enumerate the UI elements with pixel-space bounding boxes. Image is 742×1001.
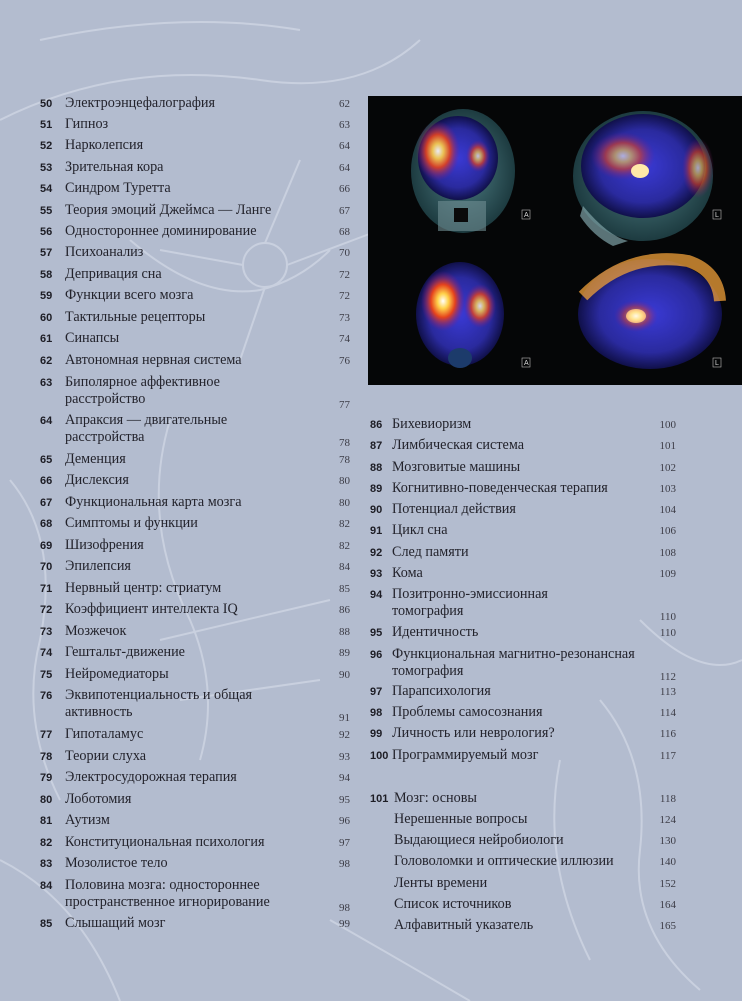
toc-page: 94 [339,772,350,784]
toc-page: 86 [339,604,350,616]
toc-page: 108 [659,547,676,559]
toc-number: 97 [370,686,383,698]
toc-number: 71 [40,583,53,595]
toc-title: Кома [392,565,423,581]
toc-page: 117 [659,750,676,762]
toc-number: 58 [40,269,53,281]
toc-page: 118 [659,793,676,805]
toc-page: 99 [339,918,350,930]
toc-page: 72 [339,269,350,281]
toc-entry[interactable] [40,222,350,242]
toc-title: Психоанализ [65,244,144,260]
toc-entry[interactable] [40,329,350,349]
toc-page: 67 [339,205,350,217]
toc-page: 62 [339,98,350,110]
toc-entry[interactable] [40,179,350,199]
toc-title: Синапсы [65,330,120,346]
toc-number: 75 [40,669,53,681]
toc-entry[interactable] [370,479,676,499]
toc-entry[interactable] [40,579,350,599]
toc-page: 80 [339,475,350,487]
toc-entry[interactable] [40,411,350,449]
toc-page: 89 [339,647,350,659]
scan-panel-coronal-top [411,109,515,233]
toc-page: 106 [659,525,676,537]
toc-entry[interactable] [370,703,676,723]
toc-page: 88 [339,626,350,638]
toc-number: 79 [40,772,53,784]
toc-number: 69 [40,540,53,552]
toc-entry[interactable] [40,876,350,914]
toc-title: Нарколепсия [65,137,144,153]
toc-number: 53 [40,162,53,174]
toc-page: 101 [659,440,676,452]
toc-page: 100 [659,419,676,431]
toc-entry[interactable] [370,415,676,435]
toc-entry[interactable] [40,243,350,263]
toc-entry[interactable] [40,622,350,642]
toc-entry[interactable] [40,450,350,470]
scan-panel-sagittal-top [573,111,714,246]
toc-number: 61 [40,333,53,345]
toc-number: 50 [40,98,53,110]
toc-page: 165 [659,920,676,932]
toc-page: 63 [339,119,350,131]
toc-entry[interactable] [370,543,676,563]
toc-entry[interactable] [40,308,350,328]
toc-entry[interactable] [40,158,350,178]
orientation-tag: A [524,360,529,367]
toc-number: 76 [40,690,53,702]
toc-number: 66 [40,475,53,487]
toc-page: 64 [339,140,350,152]
toc-entry[interactable] [370,436,676,456]
toc-number: 63 [40,377,53,389]
toc-page: 90 [339,669,350,681]
toc-title: Потенциал действия [392,501,516,517]
toc-page: 70 [339,247,350,259]
toc-title: Лоботомия [65,791,132,807]
toc-number: 93 [370,568,383,580]
toc-page: 110 [659,611,676,623]
toc-entry[interactable] [370,585,676,623]
toc-entry[interactable] [40,286,350,306]
toc-page: 140 [659,856,676,868]
toc-title: Аутизм [65,812,110,828]
toc-entry[interactable] [40,768,350,788]
toc-title: Одностороннее доминирование [65,223,257,239]
toc-page: 72 [339,290,350,302]
toc-page: 66 [339,183,350,195]
toc-entry[interactable] [370,682,676,702]
toc-entry[interactable] [40,643,350,663]
toc-page: 109 [659,568,676,580]
toc-page: 98 [339,858,350,870]
toc-page: 82 [339,518,350,530]
toc-number: 74 [40,647,53,659]
toc-page: 92 [339,729,350,741]
toc-page: 76 [339,355,350,367]
orientation-tag: A [524,212,529,219]
toc-number: 65 [40,454,53,466]
toc-page: 104 [659,504,676,516]
toc-page: 98 [339,902,350,914]
toc-entry[interactable] [40,557,350,577]
toc-title-line-2: пространственное игнорирование [65,894,270,910]
toc-title: Симптомы и функции [65,515,198,531]
toc-page: 112 [659,671,676,683]
toc-title: Теории слуха [65,748,147,764]
toc-page: 96 [339,815,350,827]
toc-page: 110 [659,627,676,639]
toc-page: 84 [339,561,350,573]
toc-title-line-2: томография [392,603,464,619]
toc-title: Эпилепсия [65,558,131,574]
toc-title: Биполярное аффективное [65,374,220,390]
toc-entry[interactable] [370,852,676,872]
toc-number: 99 [370,728,383,740]
toc-entry[interactable] [40,600,350,620]
toc-page: 130 [659,835,676,847]
toc-entry[interactable] [40,665,350,685]
toc-entry[interactable] [40,514,350,534]
toc-title: Мозговитые машины [392,459,521,475]
toc-number: 72 [40,604,53,616]
toc-title: Электросудорожная терапия [65,769,237,785]
toc-page: 78 [339,454,350,466]
toc-number: 95 [370,627,383,639]
toc-title: Функциональная магнитно-резонансная [392,646,635,662]
toc-title: Выдающиеся нейробиологи [394,832,564,848]
toc-title: Деменция [65,451,126,467]
toc-entry[interactable] [370,895,676,915]
toc-title: Депривация сна [65,266,162,282]
toc-title: Синдром Туретта [65,180,171,196]
toc-entry[interactable] [40,854,350,874]
toc-page: 95 [339,794,350,806]
toc-number: 67 [40,497,53,509]
toc-number: 88 [370,462,383,474]
scan-panel-sagittal-bottom [578,259,722,369]
toc-number: 87 [370,440,383,452]
toc-page: 97 [339,837,350,849]
toc-entry[interactable] [370,564,676,584]
toc-number: 77 [40,729,53,741]
toc-entry[interactable] [370,916,676,936]
toc-title: Функциональная карта мозга [65,494,242,510]
toc-title: Личность или неврология? [392,725,555,741]
toc-number: 56 [40,226,53,238]
toc-title: Список источников [394,896,512,912]
toc-number: 89 [370,483,383,495]
toc-number: 59 [40,290,53,302]
toc-entry[interactable] [370,724,676,744]
toc-page: 116 [659,728,676,740]
toc-entry[interactable] [40,94,350,114]
toc-entry[interactable] [370,874,676,894]
toc-entry[interactable] [40,493,350,513]
toc-entry[interactable] [40,115,350,135]
toc-number: 73 [40,626,53,638]
toc-title: Коэффициент интеллекта IQ [65,601,238,617]
toc-entry[interactable] [40,201,350,221]
toc-entry[interactable] [40,686,350,724]
toc-title: Тактильные рецепторы [65,309,206,325]
toc-title: Цикл сна [392,522,448,538]
toc-page: 68 [339,226,350,238]
toc-number: 78 [40,751,53,763]
toc-title: Когнитивно-поведенческая терапия [392,480,608,496]
toc-page: 164 [659,899,676,911]
toc-entry[interactable] [40,811,350,831]
toc-title: Половина мозга: одностороннее [65,877,260,893]
toc-title-line-2: расстройство [65,391,146,407]
toc-title: Теория эмоций Джеймса — Ланге [65,202,272,218]
toc-number: 83 [40,858,53,870]
toc-page: 124 [659,814,676,826]
orientation-tag: L [715,360,719,367]
toc-title-line-2: томография [392,663,464,679]
toc-entry[interactable] [40,373,350,411]
toc-page: 152 [659,878,676,890]
toc-number: 94 [370,589,383,601]
toc-title: Мозг: основы [394,790,477,806]
toc-title: Программируемый мозг [392,747,539,763]
toc-entry[interactable] [40,914,350,934]
toc-title: Мозолистое тело [65,855,168,871]
toc-page: 80 [339,497,350,509]
toc-title: Алфавитный указатель [394,917,534,933]
toc-title: Шизофрения [65,537,144,553]
toc-number: 60 [40,312,53,324]
toc-entry[interactable] [370,500,676,520]
toc-entry[interactable] [40,471,350,491]
toc-title: Электроэнцефалография [65,95,216,111]
toc-title: Гипоталамус [65,726,144,742]
toc-title: Проблемы самосознания [392,704,543,720]
toc-entry[interactable] [370,458,676,478]
toc-title: Эквипотенциальность и общая [65,687,253,703]
toc-number: 81 [40,815,53,827]
toc-title: Парапсихология [392,683,491,699]
toc-number: 85 [40,918,53,930]
scan-panel-coronal-bottom [416,262,504,368]
orientation-tag: L [715,212,719,219]
toc-page: 64 [339,162,350,174]
toc-number: 100 [370,750,389,762]
toc-title: Дислексия [65,472,129,488]
toc-entry[interactable] [370,521,676,541]
toc-page: 102 [659,462,676,474]
toc-title: Конституциональная психология [65,834,265,850]
toc-title: Функции всего мозга [65,287,194,303]
toc-number: 91 [370,525,383,537]
toc-page: 91 [339,712,350,724]
toc-entry[interactable] [40,833,350,853]
toc-entry[interactable] [370,810,676,830]
toc-entry[interactable] [40,536,350,556]
toc-title: Гештальт-движение [65,644,185,660]
toc-title: Лимбическая система [392,437,524,453]
toc-title: Ленты времени [394,875,488,891]
toc-title: Зрительная кора [65,159,164,175]
toc-title: Головоломки и оптические иллюзии [394,853,614,869]
toc-title: Нервный центр: стриатум [65,580,222,596]
toc-number: 54 [40,183,53,195]
toc-entry[interactable] [370,831,676,851]
toc-page: 103 [659,483,676,495]
toc-number: 55 [40,205,53,217]
toc-number: 57 [40,247,53,259]
toc-page: 78 [339,437,350,449]
toc-entry[interactable] [40,790,350,810]
toc-title-line-2: расстройства [65,429,145,445]
pet-brain-scan-image [368,96,742,385]
toc-title: Мозжечок [65,623,127,639]
toc-number: 96 [370,649,383,661]
toc-page: 114 [659,707,676,719]
toc-page: 74 [339,333,350,345]
toc-title: Идентичность [392,624,479,640]
toc-number: 82 [40,837,53,849]
toc-title: Автономная нервная система [65,352,242,368]
toc-number: 64 [40,415,53,427]
toc-title: След памяти [392,544,469,560]
toc-number: 98 [370,707,383,719]
toc-entry[interactable] [40,351,350,371]
toc-title: Апраксия — двигательные [65,412,228,428]
toc-number: 51 [40,119,53,131]
toc-number: 90 [370,504,383,516]
toc-number: 62 [40,355,53,367]
toc-title: Гипноз [65,116,109,132]
toc-entry[interactable] [40,265,350,285]
toc-number: 68 [40,518,53,530]
toc-title: Бихевиоризм [392,416,472,432]
toc-page: 77 [339,399,350,411]
toc-page: 113 [659,686,676,698]
toc-title-line-2: активность [65,704,133,720]
toc-number: 84 [40,880,53,892]
toc-title: Нерешенные вопросы [394,811,528,827]
toc-number: 52 [40,140,53,152]
toc-entry[interactable] [370,645,676,683]
toc-entry[interactable] [40,747,350,767]
toc-entry[interactable] [370,789,676,809]
toc-entry[interactable] [40,725,350,745]
toc-page: 93 [339,751,350,763]
toc-page: 82 [339,540,350,552]
toc-page: 73 [339,312,350,324]
toc-title: Нейромедиаторы [65,666,169,682]
toc-number: 86 [370,419,383,431]
toc-page: 85 [339,583,350,595]
toc-number: 70 [40,561,53,573]
toc-entry[interactable] [370,623,676,643]
toc-title: Позитронно-эмиссионная [392,586,548,602]
toc-number: 80 [40,794,53,806]
toc-title: Слышащий мозг [65,915,166,931]
toc-entry[interactable] [40,136,350,156]
toc-number: 101 [370,793,389,805]
toc-entry[interactable] [370,746,676,766]
toc-number: 92 [370,547,383,559]
